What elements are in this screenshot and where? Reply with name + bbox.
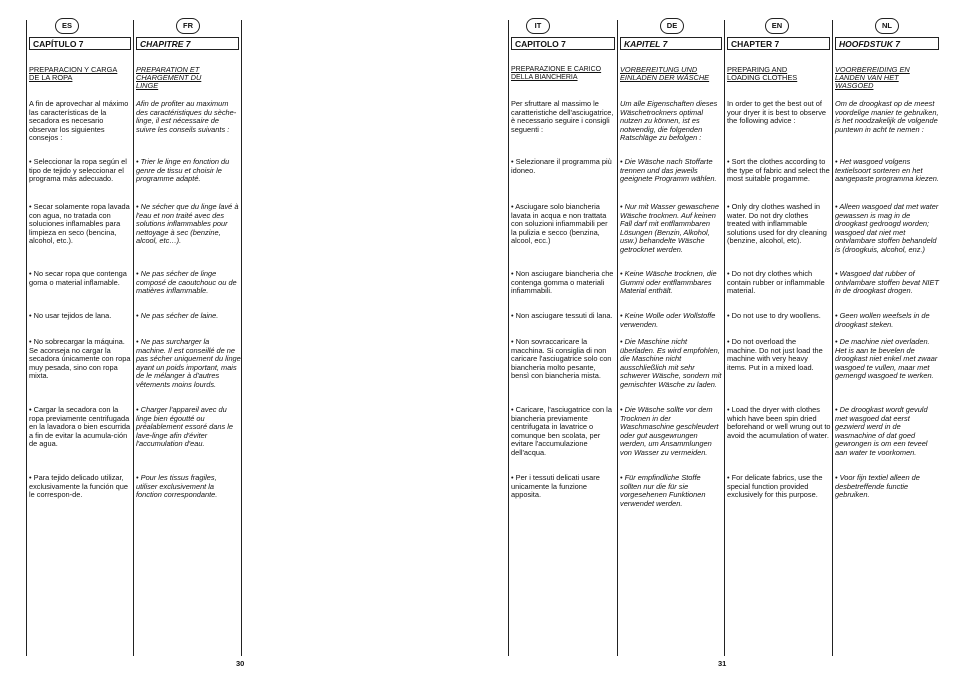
paragraph: • Do not dry clothes which contain rubber or inflammable material. xyxy=(727,269,825,296)
language-badge: NL xyxy=(875,18,899,34)
paragraph: Om de droogkast op de meest voordelige manier te gebruiken, is het noodzakelijk de volgende puntewn in acht te nemen : xyxy=(835,99,939,134)
paragraph: • Sort the clothes according to the type of fabric and select the most suitable progamme. xyxy=(727,157,830,184)
section-heading: VOORBEREIDING EN LANDEN VAN HET WASGOED xyxy=(835,65,910,91)
paragraph: • Keine Wäsche trocknen, die Gummi oder entflammbares Material enthält. xyxy=(620,269,717,296)
paragraph: • Die Wäsche nach Stoffarte trennen und das jeweils geeignete Programm wählen. xyxy=(620,157,717,184)
paragraph: • Für empfindliche Stoffe sollten nur die für sie vorgesehenen Funktionen verwendet werden. xyxy=(620,473,706,508)
paragraph: • Seleccionar la ropa según el tipo de tejido y seleccionar el programa más adecuado. xyxy=(29,157,127,184)
chapter-label: CAPITOLO 7 xyxy=(511,37,615,50)
paragraph: • Voor fijn textiel alleen de desbetreffende functie gebruiken. xyxy=(835,473,920,500)
paragraph: • Load the dryer with clothes which have been spin dried beforehand or well wrung out to avoid the acumulation of water. xyxy=(727,405,831,440)
section-heading: PREPARACION Y CARGA DE LA ROPA xyxy=(29,65,118,83)
column-divider xyxy=(26,20,27,656)
paragraph: • Non asciugare biancheria che contenga gomma o materiali infiammabili. xyxy=(511,269,614,296)
section-heading: PREPARATION ET CHARGEMENT DU LINGE xyxy=(136,65,202,91)
paragraph: • Ne pas surcharger la machine. Il est conseillé de ne pas sécher uniquement du linge ayant un poids important, mais de le mélanger à d'autres vêtements moins lourds. xyxy=(136,337,241,389)
paragraph: Um alle Eigenschaften dieses Wäschetrockners optimal nutzen zu können, ist es notwendig, die folgenden Ratschläge zu befolgen : xyxy=(620,99,718,143)
paragraph: • For delicate fabrics, use the special function provided exclusively for this purpose. xyxy=(727,473,823,500)
language-badge: IT xyxy=(526,18,550,34)
paragraph: A fin de aprovechar al máximo las características de la secadora es necesario observar los siguientes consejos : xyxy=(29,99,129,143)
section-heading: PREPARING AND LOADING CLOTHES xyxy=(727,65,798,83)
language-badge: ES xyxy=(55,18,79,34)
paragraph: • Charger l'appareil avec du linge bien égoutté ou préalablement essoré dans le lave-linge afin d'éviter l'accumulation d'eau. xyxy=(136,405,233,449)
paragraph: • Het wasgoed volgens textielsoort sorteren en het aangepaste programma kiezen. xyxy=(835,157,939,184)
paragraph: • Trier le linge en fonction du genre de tissu et choisir le programme adapté. xyxy=(136,157,230,184)
language-badge: EN xyxy=(765,18,789,34)
column-divider xyxy=(133,20,134,656)
paragraph: • Asciugare solo biancheria lavata in acqua e non trattata con soluzioni infiammabili per la pulizia e secco (benzina, alcool, ecc.) xyxy=(511,202,608,246)
chapter-label: CAPÍTULO 7 xyxy=(29,37,131,50)
paragraph: • Cargar la secadora con la ropa previamente centrifugada en la lavadora o bien escurrida a fin de evitar la acumula-ción de agua. xyxy=(29,405,131,449)
paragraph: Afin de profiter au maximum des caractéristiques du sèche-linge, il est nécessaire de suivre les conseils suivants : xyxy=(136,99,237,134)
paragraph: • Non asciugare tessuti di lana. xyxy=(511,311,613,320)
page-number-right: 31 xyxy=(718,659,727,668)
column-divider xyxy=(724,20,725,656)
paragraph: • De machine niet overladen. Het is aan te bevelen de droogkast niet enkel met zwaar wasgoed te vullen, maar met gemengd wasgoed te werken. xyxy=(835,337,938,381)
column-divider xyxy=(617,20,618,656)
chapter-label: HOOFDSTUK 7 xyxy=(835,37,939,50)
paragraph: • No usar tejidos de lana. xyxy=(29,311,112,320)
paragraph: • Geen wollen weefsels in de droogkast steken. xyxy=(835,311,930,329)
paragraph: • Ne sécher que du linge lavé à l'eau et non traité avec des solutions inflammables pour nettoyage à sec (benzine, alcool, etc…). xyxy=(136,202,239,246)
column-divider xyxy=(832,20,833,656)
paragraph: • Per i tessuti delicati usare unicamente la funzione apposita. xyxy=(511,473,600,500)
language-badge: FR xyxy=(176,18,200,34)
paragraph: In order to get the best out of your dryer it is best to observe the following advice : xyxy=(727,99,826,126)
paragraph: • Para tejido delicado utilizar, exclusivamente la función que le correspon-de. xyxy=(29,473,129,500)
paragraph: • Non sovraccaricare la macchina. Si consiglia di non caricare l'asciugatrice solo con biancheria molto pesante, bensì con biancheria mista. xyxy=(511,337,612,381)
paragraph: • No secar ropa que contenga goma o material inflamable. xyxy=(29,269,127,287)
section-heading: PREPARAZIONE E CARICO DELLA BIANCHERIA xyxy=(511,66,602,82)
paragraph: • Do not use to dry woollens. xyxy=(727,311,821,320)
page-number-left: 30 xyxy=(236,659,245,668)
chapter-label: CHAPITRE 7 xyxy=(136,37,239,50)
paragraph: • Ne pas sécher de laine. xyxy=(136,311,219,320)
paragraph: • Pour les tissus fragiles, utiliser exclusivement la fonction correspondante. xyxy=(136,473,218,500)
paragraph: • Selezionare il programma più idoneo. xyxy=(511,157,612,175)
chapter-label: KAPITEL 7 xyxy=(620,37,722,50)
paragraph: • Keine Wolle oder Wollstoffe verwenden. xyxy=(620,311,716,329)
paragraph: Per sfruttare al massimo le caratteristiche dell'asciugatrice, è necessario seguire i consigli seguenti : xyxy=(511,99,614,134)
paragraph: • Ne pas sécher de linge composé de caoutchouc ou de matières inflammable. xyxy=(136,269,237,296)
paragraph: • Wasgoed dat rubber of ontvlambare stoffen bevat NIET in de droogkast drogen. xyxy=(835,269,939,296)
paragraph: • Caricare, l'asciugatrice con la biancheria previamente centrifugata in lavatrice o comunque ben scolata, per evitare l'accumulazione dell'acqua. xyxy=(511,405,612,457)
paragraph: • Do not overload the machine. Do not just load the machine with very heavy items. Put in a mixed load. xyxy=(727,337,823,372)
paragraph: • Die Wäsche sollte vor dem Trocknen in der Waschmaschine geschleudert oder gut ausgewrungen werden, um Ansammlungen von Wasser zu vermeiden. xyxy=(620,405,719,457)
column-divider xyxy=(508,20,509,656)
paragraph: • Nur mit Wasser gewaschene Wäsche trocknen. Auf keinen Fall darf mit entflammbaren Lösungen (Benzin, Alkohol, usw.) behandelte Wäsche getrocknet werden. xyxy=(620,202,719,254)
paragraph: • Only dry clothes washed in water. Do not dry clothes treated with inflammable solutions used for dry cleaning (benzine, alcohol, etc). xyxy=(727,202,827,246)
chapter-label: CHAPTER 7 xyxy=(727,37,830,50)
paragraph: • No sobrecargar la máquina. Se aconseja no cargar la secadora únicamente con ropa muy pesada, sino con ropa mixta. xyxy=(29,337,131,381)
language-badge: DE xyxy=(660,18,684,34)
paragraph: • De droogkast wordt gevuld met wasgoed dat eerst gezwierd werd in de wasmachine of dat goed gewrongen is om een teveel aan water te voorkomen. xyxy=(835,405,928,457)
column-divider xyxy=(241,20,242,656)
paragraph: • Die Maschine nicht überladen. Es wird empfohlen, die Maschine nicht ausschließlich mit sehr schwerer Wäsche, sondern mit gemischter Wäsche zu laden. xyxy=(620,337,722,389)
paragraph: • Alleen wasgoed dat met water gewassen is mag in de droogkast gedroogd worden; wasgoed dat niet met ontvlambare stoffen behandeld is (droogkuis, alcohol, enz.) xyxy=(835,202,939,254)
section-heading: VORBEREITUNG UND EINLADEN DER WÄSCHE xyxy=(620,65,710,83)
paragraph: • Secar solamente ropa lavada con agua, no tratada con soluciones inflamables para limpieza en seco (bencina, alcohol, etc.). xyxy=(29,202,130,246)
